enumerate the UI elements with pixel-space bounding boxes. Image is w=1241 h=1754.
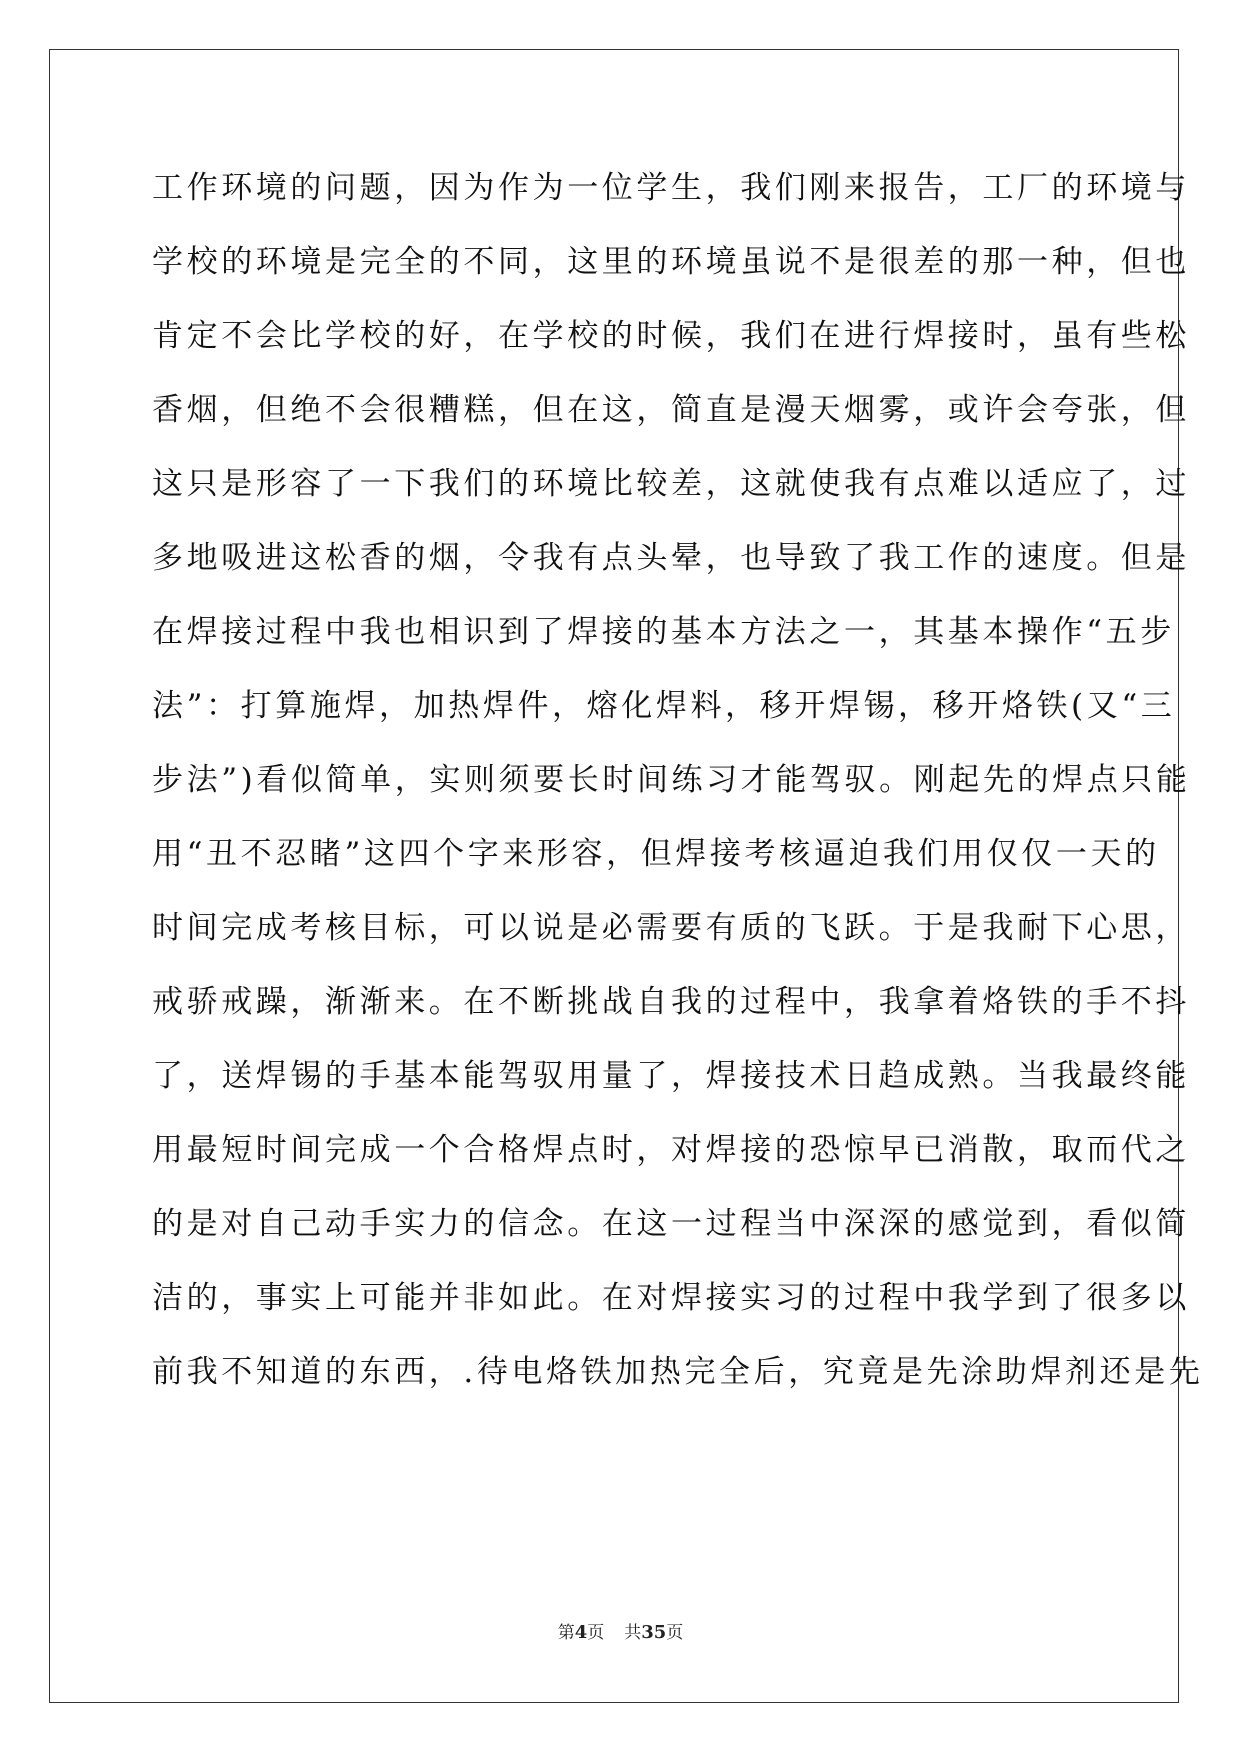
text-line: 多地吸进这松香的烟，令我有点头晕，也导致了我工作的速度。但是 [152, 540, 1190, 576]
page-current: 4 [574, 1622, 588, 1643]
text-line: 的是对自己动手实力的信念。在这一过程当中深深的感觉到，看似简 [152, 1206, 1190, 1242]
text-line: 肯定不会比学校的好，在学校的时候，我们在进行焊接时，虽有些松 [152, 318, 1190, 354]
text-line: 戒骄戒躁，渐渐来。在不断挑战自我的过程中，我拿着烙铁的手不抖 [152, 984, 1190, 1020]
body-text [152, 164, 1204, 1422]
text-line: 用“丑不忍睹”这四个字来形容，但焊接考核逼迫我们用仅仅一天的 [152, 836, 1160, 872]
page-prefix: 第 [557, 1623, 575, 1643]
text-line: 学校的环境是完全的不同，这里的环境虽说不是很差的那一种，但也 [152, 244, 1190, 280]
text-line: 香烟，但绝不会很糟糕，但在这，简直是漫天烟雾，或许会夸张，但 [152, 392, 1190, 428]
text-line: 法”：打算施焊，加热焊件，熔化焊料，移开焊锡，移开烙铁(又“三 [152, 688, 1176, 724]
page-footer [0, 1618, 1241, 1643]
text-line: 步法”)看似简单，实则须要长时间练习才能驾驭。刚起先的焊点只能 [152, 762, 1191, 798]
text-line: 了，送焊锡的手基本能驾驭用量了，焊接技术日趋成熟。当我最终能 [152, 1058, 1190, 1094]
text-line: 用最短时间完成一个合格焊点时，对焊接的恐惊早已消散，取而代之 [152, 1132, 1190, 1168]
page-unit: 页 [587, 1623, 605, 1643]
text-line: 在焊接过程中我也相识到了焊接的基本方法之一，其基本操作“五步 [152, 614, 1175, 650]
text-line: 这只是形容了一下我们的环境比较差，这就使我有点难以适应了，过 [152, 466, 1190, 502]
text-line: 时间完成考核目标，可以说是必需要有质的飞跃。于是我耐下心思， [152, 910, 1190, 946]
text-line: 工作环境的问题，因为作为一位学生，我们刚来报告，工厂的环境与 [152, 170, 1190, 206]
page-total: 35 [641, 1622, 667, 1643]
text-line: 前我不知道的东西，.待电烙铁加热完全后，究竟是先涂助焊剂还是先 [152, 1354, 1204, 1390]
total-prefix: 共 [624, 1623, 642, 1643]
total-unit: 页 [666, 1623, 684, 1643]
text-line: 洁的，事实上可能并非如此。在对焊接实习的过程中我学到了很多以 [152, 1280, 1190, 1316]
